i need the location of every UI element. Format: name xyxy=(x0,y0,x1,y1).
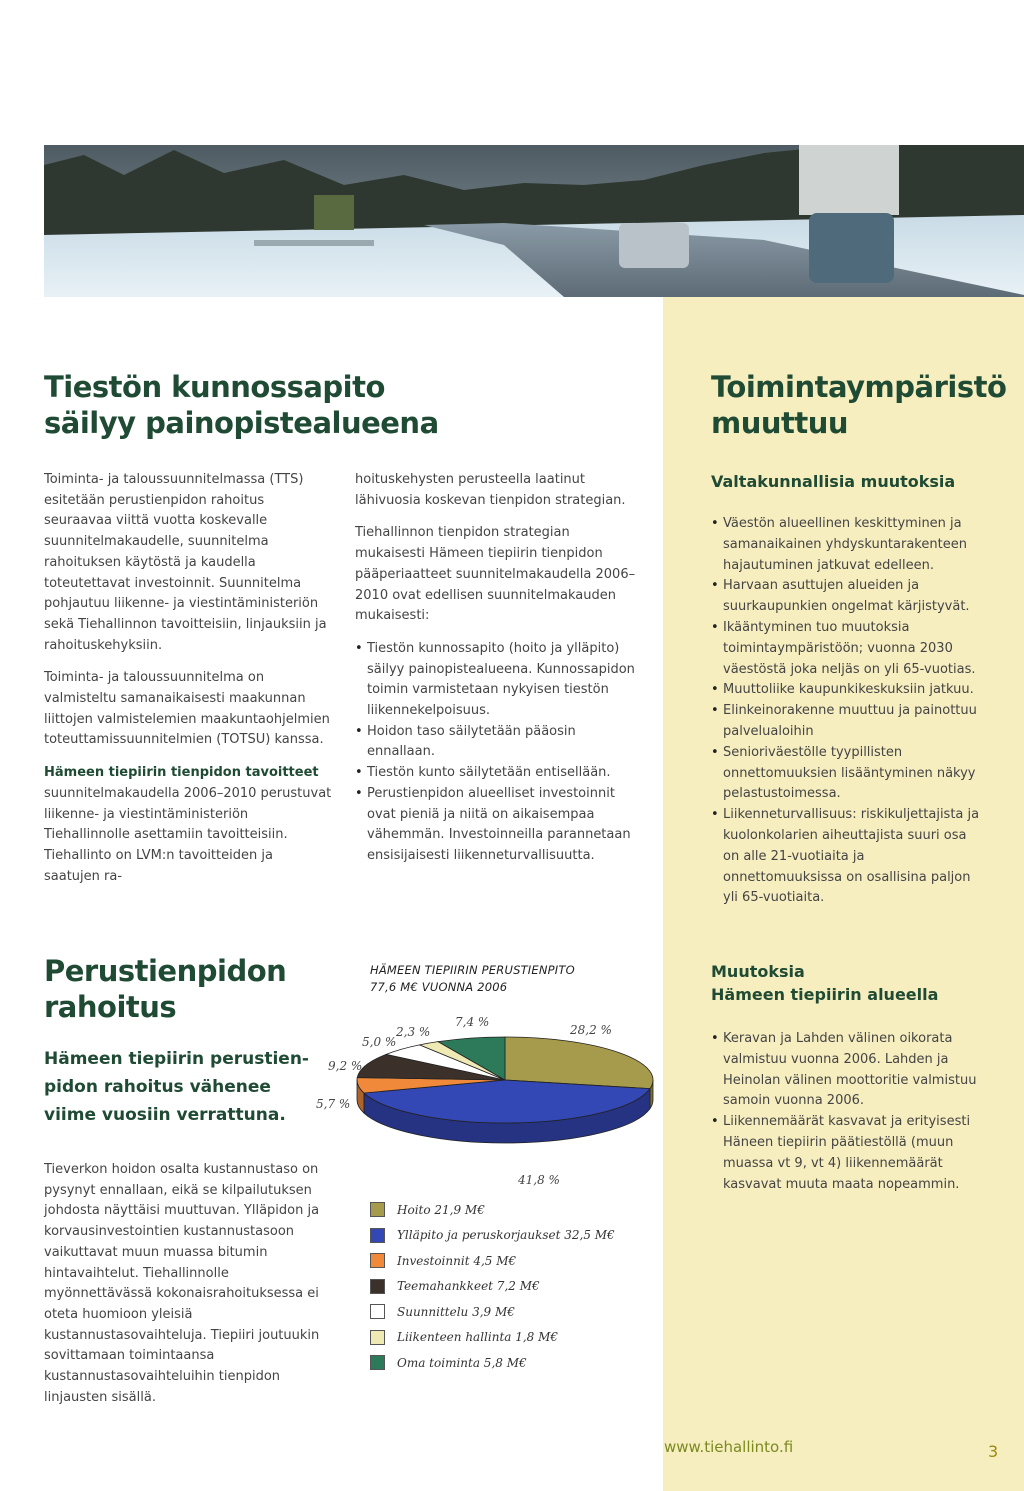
legend-item xyxy=(370,1325,615,1351)
pie-percent-label: 41,8 % xyxy=(518,1173,560,1187)
sidebar-section2-list-wrap xyxy=(711,1029,981,1195)
funding-title xyxy=(44,953,286,1025)
list-item: • Keravan ja Lahden välinen oikorata valmistuu vuonna 2006. Lahden ja Heinolan välinen moottoritie valmistuu samoin vuonna 2006. xyxy=(711,1029,981,1112)
pie-percent-label: 5,0 % xyxy=(362,1035,397,1049)
chart-title-line2: 77,6 M€ VUONNA 2006 xyxy=(370,980,508,994)
list-item: • Liikennemäärät kasvavat ja erityisesti Häneen tiepiirin päätiestöllä (muun muassa vt 9, vt 4) liikennemäärät kasvavat muuta maata nopeammin. xyxy=(711,1112,981,1195)
legend-label: Ylläpito ja peruskorjaukset 32,5 M€ xyxy=(397,1228,615,1243)
column-1 xyxy=(44,470,332,899)
funding-subheading xyxy=(44,1045,334,1129)
sidebar-section2-heading xyxy=(711,960,938,1006)
legend-item xyxy=(370,1197,615,1223)
chart-title-line1: HÄMEEN TIEPIIRIN PERUSTIENPITO xyxy=(370,963,575,977)
pie-percent-label: 2,3 % xyxy=(396,1025,431,1039)
chart-title xyxy=(370,962,575,996)
list-item: • Perustienpidon alueelliset investoinnit ovat pieniä ja niitä on aikaisempaa vähemmän. Investoinneilla parannetaan ensisijaisesti liikenneturvallisuutta. xyxy=(355,784,643,867)
legend-swatch xyxy=(370,1202,385,1217)
main-title xyxy=(44,369,439,441)
main-title-line2: säilyy painopistealueena xyxy=(44,406,439,440)
col1-bold-lead: Hämeen tiepiirin tienpidon tavoitteet xyxy=(44,765,319,781)
funding-title-line1: Perustienpidon xyxy=(44,954,287,988)
funding-subheading-line2: pidon rahoitus vähenee xyxy=(44,1077,271,1097)
list-item: • Liikenneturvallisuus: riskikuljettajista ja kuolonkolarien aiheuttajista suuri osa on alle 21-vuotiaita ja onnettomuuksissa on osallisina paljon yli 65-vuotiaita. xyxy=(711,805,981,909)
funding-title-line2: rahoitus xyxy=(44,990,177,1024)
header-photo xyxy=(44,145,1024,297)
list-item: • Tiestön kunto säilytetään entisellään. xyxy=(355,763,643,784)
chart-legend xyxy=(370,1197,615,1376)
legend-swatch xyxy=(370,1304,385,1319)
legend-swatch xyxy=(370,1355,385,1370)
legend-item xyxy=(370,1274,615,1300)
list-item: • Muuttoliike kaupunkikeskuksiin jatkuu. xyxy=(711,680,981,701)
pie-percent-label: 7,4 % xyxy=(455,1015,490,1029)
legend-label: Suunnittelu 3,9 M€ xyxy=(397,1304,515,1319)
list-item: • Hoidon taso säilytetään pääosin ennallaan. xyxy=(355,722,643,763)
sidebar-section2-heading-line1: Muutoksia xyxy=(711,962,805,981)
list-item: • Tiestön kunnossapito (hoito ja ylläpito) säilyy painopistealueena. Kunnossapidon toimin varmistetaan nykyisen tiestön liikennekelpoisuus. xyxy=(355,639,643,722)
column-2 xyxy=(355,470,643,867)
legend-swatch xyxy=(370,1330,385,1345)
pie-percent-label: 5,7 % xyxy=(316,1097,351,1111)
legend-swatch xyxy=(370,1279,385,1294)
funding-subheading-line1: Hämeen tiepiirin perustien- xyxy=(44,1049,309,1069)
page-number: 3 xyxy=(988,1442,999,1461)
col2-bullet-list xyxy=(355,639,643,867)
legend-item xyxy=(370,1248,615,1274)
legend-item xyxy=(370,1223,615,1249)
list-item: • Harvaan asuttujen alueiden ja suurkaupunkien ongelmat kärjistyvät. xyxy=(711,576,981,618)
list-item: • Väestön alueellinen keskittyminen ja samanaikainen yhdyskuntarakenteen hajautuminen jatkuvat edelleen. xyxy=(711,514,981,576)
pie-percent-label: 28,2 % xyxy=(570,1023,612,1037)
col2-paragraph-2: Tiehallinnon tienpidon strategian mukaisesti Hämeen tiepiirin tienpidon pääperiaatteet suunnitelmakaudella 2006–2010 ovat edellisen suunnitelmakauden mukaisesti: xyxy=(355,525,636,624)
legend-label: Hoito 21,9 M€ xyxy=(397,1202,485,1217)
sidebar-title xyxy=(711,369,1006,441)
pie-chart xyxy=(300,1000,660,1200)
sidebar-section1-list-wrap xyxy=(711,514,981,909)
col1-paragraph-3-rest: suunnitelmakaudella 2006–2010 perustuvat liikenne- ja viestintäministeriön Tiehallinnolle asettamiin tavoitteisiin. Tiehallinto on LVM:n tavoitteiden ja saatujen ra- xyxy=(44,785,332,884)
legend-swatch xyxy=(370,1228,385,1243)
funding-subheading-line3: viime vuosiin verrattuna. xyxy=(44,1105,286,1125)
legend-item xyxy=(370,1299,615,1325)
sidebar-section2-heading-line2: Hämeen tiepiirin alueella xyxy=(711,985,939,1004)
sidebar-title-line2: muuttuu xyxy=(711,406,849,440)
sidebar-title-line1: Toimintaympäristö xyxy=(711,370,1007,404)
list-item: • Ikääntyminen tuo muutoksia toimintaympäristöön; vuonna 2030 väestöstä joka neljäs on yli 65-vuotias. xyxy=(711,618,981,680)
footer-url[interactable]: www.tiehallinto.fi xyxy=(664,1438,794,1456)
winter-road-photo xyxy=(44,145,1024,297)
legend-swatch xyxy=(370,1253,385,1268)
legend-item xyxy=(370,1350,615,1376)
col2-paragraph-1: hoituskehysten perusteella laatinut lähivuosia koskevan tienpidon strategian. xyxy=(355,472,626,508)
list-item: • Senioriväestölle tyypillisten onnettomuuksien lisääntyminen näkyy pelastustoimessa. xyxy=(711,743,981,805)
legend-label: Liikenteen hallinta 1,8 M€ xyxy=(397,1330,559,1345)
sidebar-section2-list xyxy=(711,1029,981,1195)
legend-label: Oma toiminta 5,8 M€ xyxy=(397,1355,527,1370)
funding-text xyxy=(44,1160,332,1420)
col1-paragraph-1: Toiminta- ja taloussuunnitelmassa (TTS) esitetään perustienpidon rahoitus seuraavaa viittä vuotta koskevalle suunnitelmakaudelle, suunnitelma rahoituksen käytöstä ja kaudella toteutettavat investoinnit. Suunnitelma pohjautuu liikenne- ja viestintäministeriön sekä Tiehallinnon tavoitteisiin, linjauksiin ja rahoituskehyksiin. xyxy=(44,472,327,653)
sidebar-section1-list xyxy=(711,514,981,909)
funding-paragraph: Tieverkon hoidon osalta kustannustaso on pysynyt ennallaan, eikä se kilpailutuksen johdosta näyttäisi muuttuvan. Ylläpidon ja korvausinvestointien kustannustasoon vaikuttavat muun muassa bitumin hintavaihtelut. Tiehallinnolle myönnettävässä kokonaisrahoituksessa ei oteta huomioon yleisiä kustannustasovaihteluja. Tiepiiri joutuukin sovittamaan toimintaansa kustannustasovaihteluihin tienpidon linjausten sisällä. xyxy=(44,1162,320,1405)
col1-paragraph-2: Toiminta- ja taloussuunnitelma on valmisteltu samanaikaisesti maakunnan liittojen valmistelemien maakuntaohjelmien toteuttamissuunnitelmien (TOTSU) kanssa. xyxy=(44,670,330,748)
legend-label: Investoinnit 4,5 M€ xyxy=(397,1253,517,1268)
legend-label: Teemahankkeet 7,2 M€ xyxy=(397,1279,540,1294)
main-title-line1: Tiestön kunnossapito xyxy=(44,370,385,404)
pie-percent-label: 9,2 % xyxy=(328,1059,363,1073)
list-item: • Elinkeinorakenne muuttuu ja painottuu palvelualoihin xyxy=(711,701,981,743)
sidebar-section1-heading: Valtakunnallisia muutoksia xyxy=(711,472,956,491)
pie-slice xyxy=(505,1037,653,1089)
col1-paragraph-3 xyxy=(44,763,332,887)
